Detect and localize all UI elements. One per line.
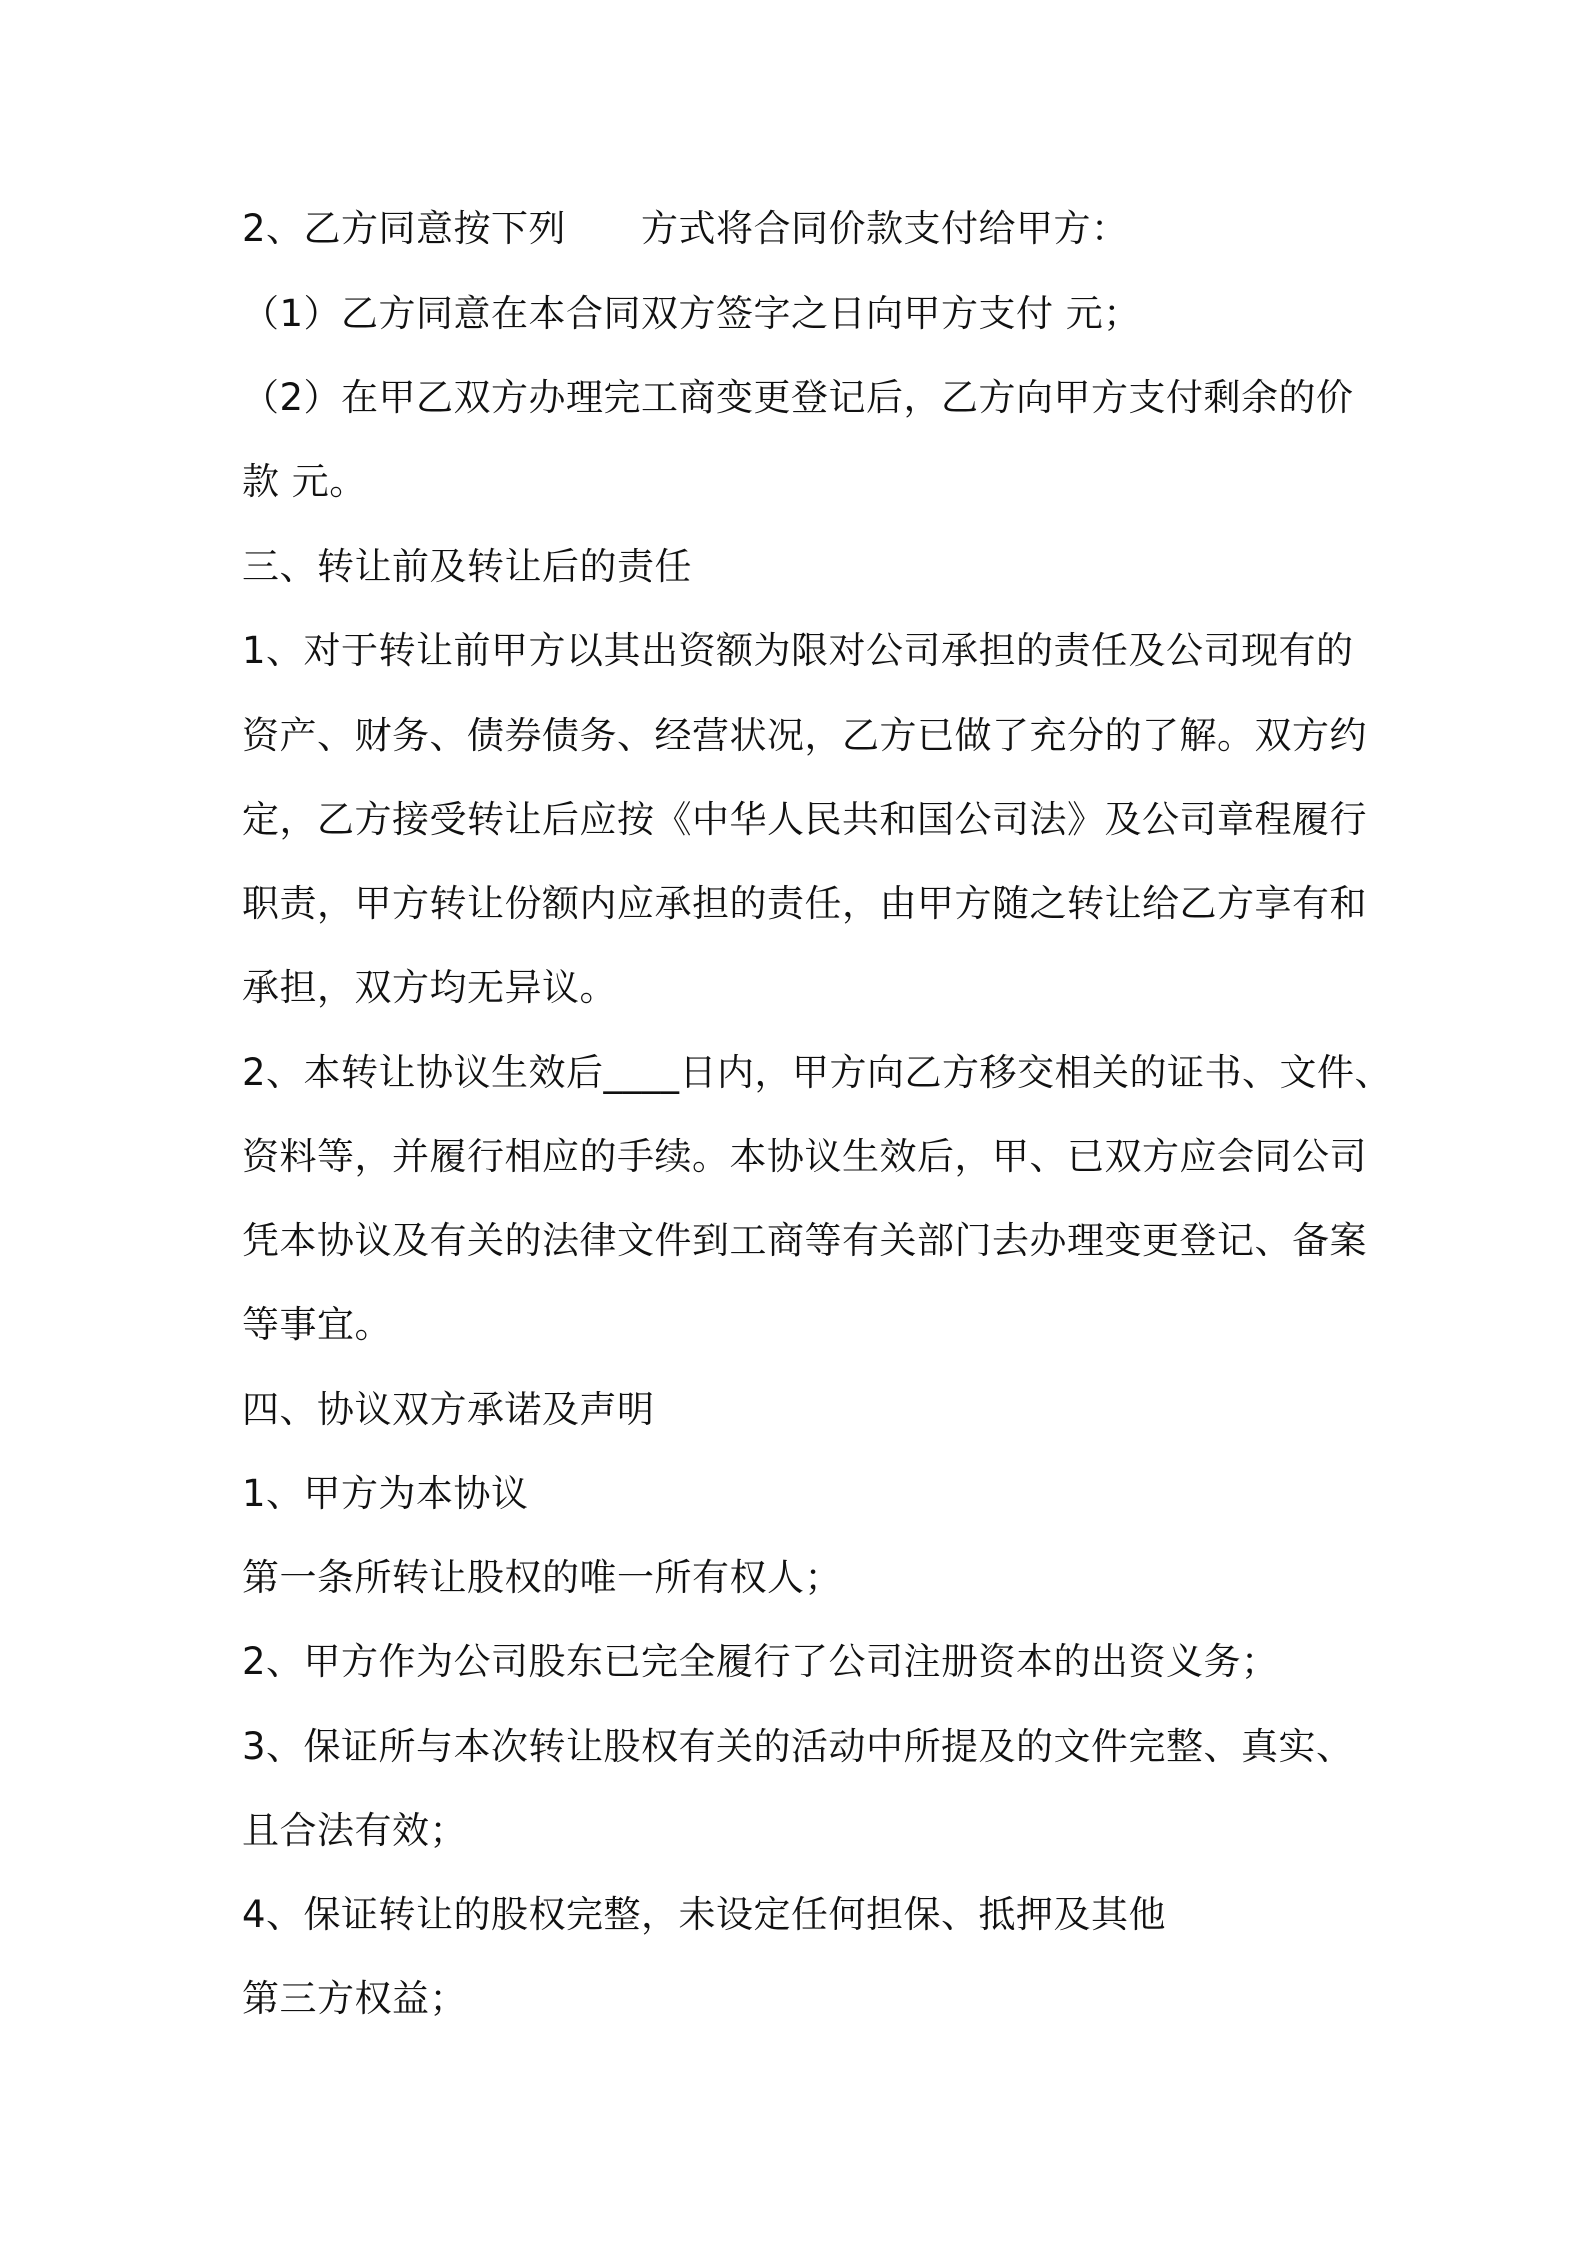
liability-clause-1: 1、对于转让前甲方以其出资额为限对公司承担的责任及公司现有的 — [242, 629, 1354, 672]
warranty-clause-1-cont: 第一条所转让股权的唯一所有权人； — [242, 1556, 842, 1599]
liability-clause-2: 2、本转让协议生效后____日内，甲方向乙方移交相关的证书、文件、 — [242, 1051, 1393, 1094]
payment-method-clause: 2、乙方同意按下列 方式将合同价款支付给甲方： — [242, 207, 1129, 250]
liability-clause-1-cont-4: 承担，双方均无异议。 — [242, 966, 617, 1009]
liability-clause-1-cont-2: 定，乙方接受转让后应按《中华人民共和国公司法》及公司章程履行 — [242, 798, 1367, 841]
warranty-clause-3: 3、保证所与本次转让股权有关的活动中所提及的文件完整、真实、 — [242, 1725, 1354, 1768]
payment-item-1: （1）乙方同意在本合同双方签字之日向甲方支付 元； — [242, 292, 1141, 335]
liability-clause-2-cont-2: 凭本协议及有关的法律文件到工商等有关部门去办理变更登记、备案 — [242, 1219, 1367, 1262]
liability-clause-2-cont-3: 等事宜。 — [242, 1303, 392, 1346]
section-heading-4: 四、协议双方承诺及声明 — [242, 1388, 655, 1431]
liability-clause-2-cont-1: 资料等，并履行相应的手续。本协议生效后，甲、已双方应会同公司 — [242, 1135, 1367, 1178]
warranty-clause-3-cont: 且合法有效； — [242, 1809, 467, 1852]
liability-clause-1-cont-1: 资产、财务、债券债务、经营状况，乙方已做了充分的了解。双方约 — [242, 714, 1367, 757]
warranty-clause-4: 4、保证转让的股权完整，未设定任何担保、抵押及其他 — [242, 1893, 1167, 1936]
liability-clause-1-cont-3: 职责，甲方转让份额内应承担的责任，由甲方随之转让给乙方享有和 — [242, 882, 1367, 925]
payment-item-2-cont: 款 元。 — [242, 460, 367, 503]
payment-item-2: （2）在甲乙双方办理完工商变更登记后，乙方向甲方支付剩余的价 — [242, 376, 1354, 419]
warranty-clause-4-cont: 第三方权益； — [242, 1977, 467, 2020]
section-heading-3: 三、转让前及转让后的责任 — [242, 545, 692, 588]
warranty-clause-2: 2、甲方作为公司股东已完全履行了公司注册资本的出资义务； — [242, 1640, 1279, 1683]
warranty-clause-1: 1、甲方为本协议 — [242, 1472, 529, 1515]
